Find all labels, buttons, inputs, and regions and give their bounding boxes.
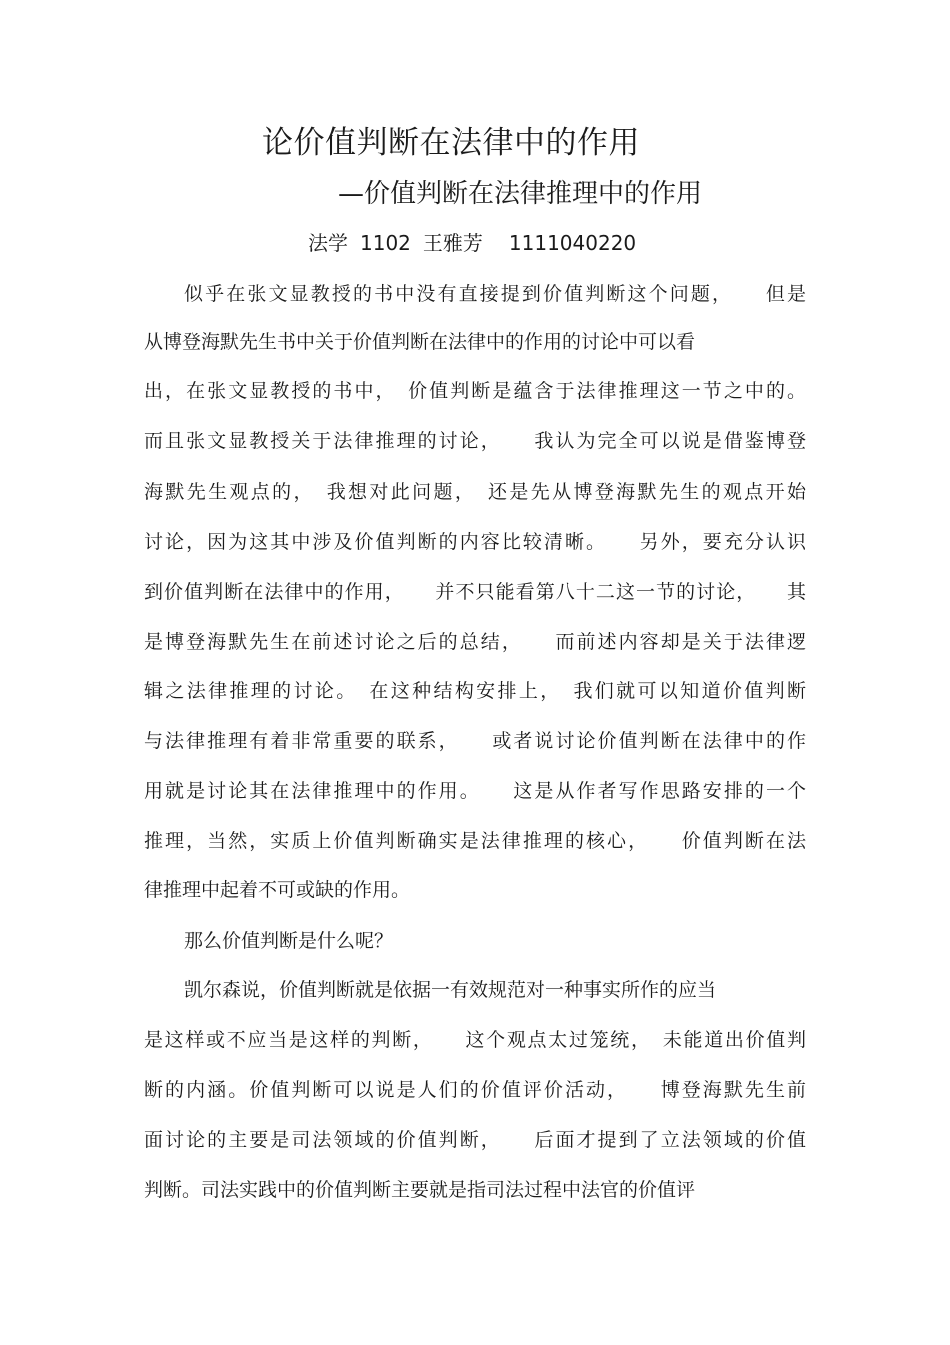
text-line: 出，在张文显教授的书中， 价值判断是蕴含于法律推理这一节之中的。	[144, 380, 806, 402]
text-line: 判断。司法实践中的价值判断主要就是指司法过程中法官的价值评	[144, 1179, 696, 1201]
text-line: 讨论，因为这其中涉及价值判断的内容比较清晰。 另外，要充分认识	[144, 531, 806, 553]
text-line: 那么价值判断是什么呢？	[184, 930, 394, 952]
author-class-no: 1102	[360, 231, 411, 255]
author-class: 法学	[308, 231, 348, 255]
text-line: 凯尔森说，价值判断就是依据一有效规范对一种事实所作的应当	[184, 979, 717, 1001]
text-line: 用就是讨论其在法律推理中的作用。 这是从作者写作思路安排的一个	[144, 780, 806, 802]
author-line	[308, 226, 648, 260]
text-line: 推理，当然，实质上价值判断确实是法律推理的核心， 价值判断在法	[144, 830, 806, 852]
author-student-id: 1111040220	[508, 231, 637, 255]
text-line: 从博登海默先生书中关于价值判断在法律中的作用的讨论中可以看	[144, 331, 696, 353]
text-line: 似乎在张文显教授的书中没有直接提到价值判断这个问题， 但是	[184, 283, 806, 305]
text-line: 与法律推理有着非常重要的联系， 或者说讨论价值判断在法律中的作	[144, 730, 806, 752]
text-line: 到价值判断在法律中的作用， 并不只能看第八十二这一节的讨论， 其	[144, 581, 806, 603]
text-line: 是博登海默先生在前述讨论之后的总结， 而前述内容却是关于法律逻	[144, 631, 806, 653]
text-line: 海默先生观点的， 我想对此问题， 还是先从博登海默先生的观点开始	[144, 481, 806, 503]
document-title: 论价值判断在法律中的作用	[262, 125, 640, 161]
text-line: 律推理中起着不可或缺的作用。	[144, 879, 411, 901]
text-line: 而且张文显教授关于法律推理的讨论， 我认为完全可以说是借鉴博登	[144, 430, 806, 452]
text-line: 断的内涵。价值判断可以说是人们的价值评价活动， 博登海默先生前	[144, 1079, 806, 1101]
text-line: 面讨论的主要是司法领域的价值判断， 后面才提到了立法领域的价值	[144, 1129, 806, 1151]
author-name: 王雅芳	[422, 231, 483, 255]
text-line: 辑之法律推理的讨论。 在这种结构安排上， 我们就可以知道价值判断	[144, 680, 806, 702]
text-line: 是这样或不应当是这样的判断， 这个观点太过笼统， 未能道出价值判	[144, 1029, 806, 1051]
document-subtitle: —价值判断在法律推理中的作用	[338, 179, 703, 209]
